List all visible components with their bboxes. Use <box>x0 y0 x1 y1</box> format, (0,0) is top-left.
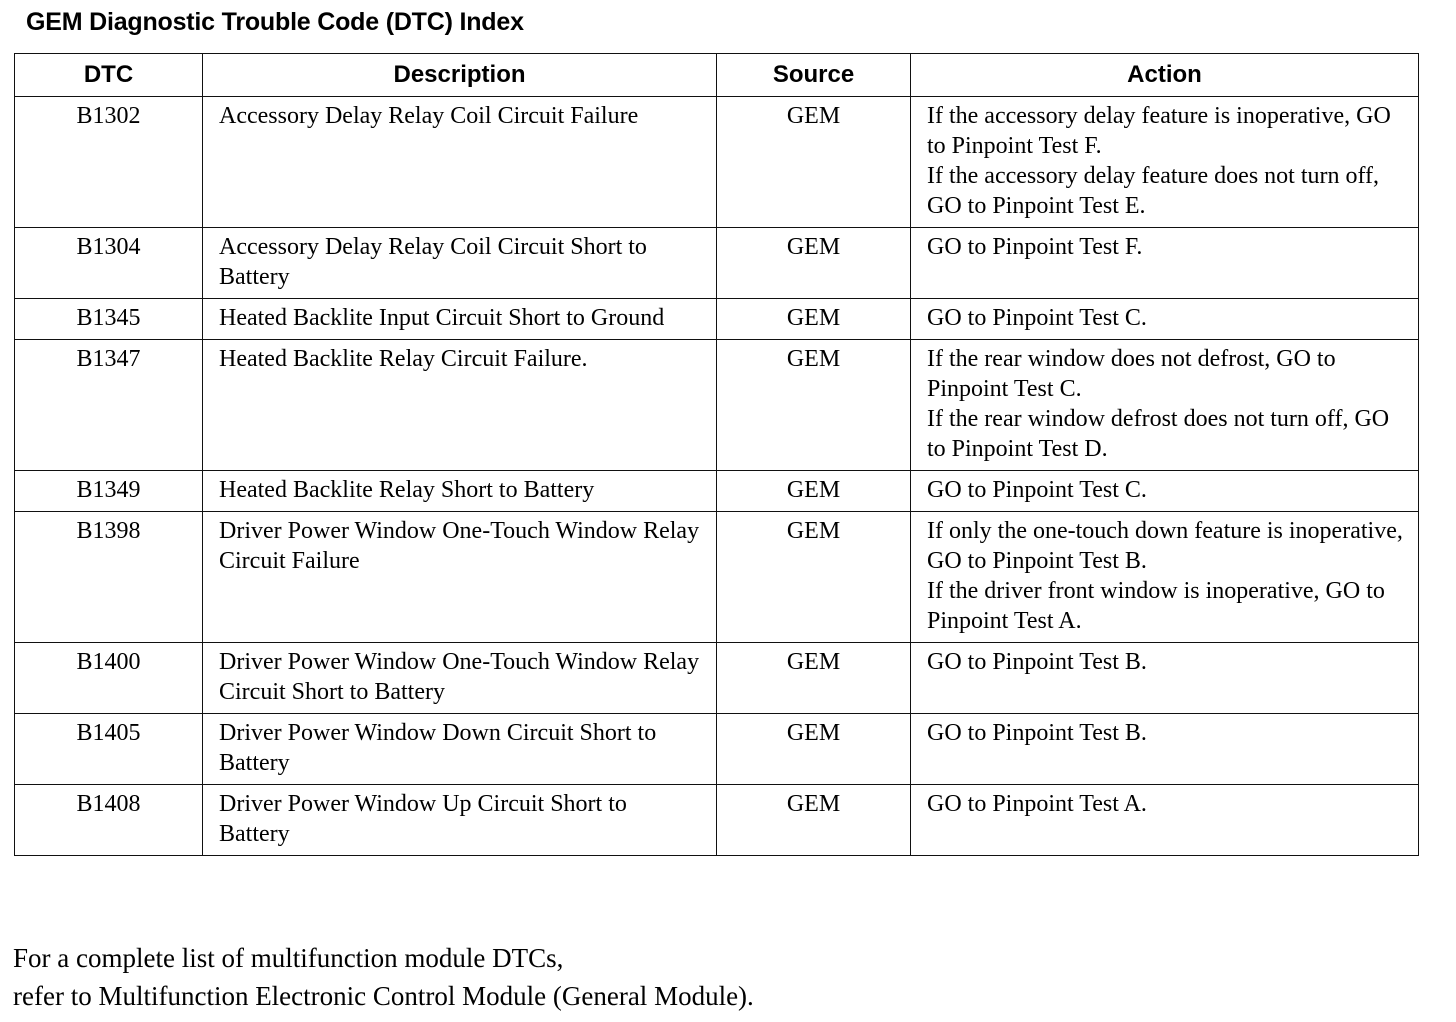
dtc-source: GEM <box>717 471 911 512</box>
dtc-code: B1398 <box>15 512 203 643</box>
table-row <box>15 643 1419 714</box>
dtc-source: GEM <box>717 785 911 856</box>
action-line: GO to Pinpoint Test C. <box>927 305 1147 331</box>
dtc-action <box>911 97 1419 228</box>
dtc-description: Accessory Delay Relay Coil Circuit Failure <box>203 97 717 228</box>
dtc-description: Driver Power Window Down Circuit Short to Battery <box>203 714 717 785</box>
table-row <box>15 512 1419 643</box>
dtc-description: Heated Backlite Relay Circuit Failure. <box>203 340 717 471</box>
dtc-action <box>911 340 1419 471</box>
dtc-code: B1345 <box>15 299 203 340</box>
dtc-source: GEM <box>717 299 911 340</box>
action-line: If the driver front window is inoperative, GO to Pinpoint Test A. <box>927 578 1385 634</box>
dtc-description: Driver Power Window One-Touch Window Relay Circuit Short to Battery <box>203 643 717 714</box>
dtc-source: GEM <box>717 643 911 714</box>
table-row <box>15 299 1419 340</box>
action-line: If only the one-touch down feature is inoperative, GO to Pinpoint Test B. <box>927 518 1403 574</box>
dtc-action <box>911 228 1419 299</box>
dtc-source: GEM <box>717 228 911 299</box>
dtc-action <box>911 471 1419 512</box>
action-line: If the rear window does not defrost, GO to Pinpoint Test C. <box>927 346 1336 402</box>
dtc-source: GEM <box>717 340 911 471</box>
dtc-action <box>911 643 1419 714</box>
page-title: GEM Diagnostic Trouble Code (DTC) Index <box>26 8 524 36</box>
action-line: GO to Pinpoint Test A. <box>927 791 1147 817</box>
dtc-action <box>911 785 1419 856</box>
dtc-source: GEM <box>717 512 911 643</box>
table-header-row <box>15 54 1419 97</box>
table-row <box>15 340 1419 471</box>
action-line: GO to Pinpoint Test B. <box>927 649 1147 675</box>
footer-note <box>13 939 754 1015</box>
action-line: If the accessory delay feature is inoperative, GO to Pinpoint Test F. <box>927 103 1391 159</box>
dtc-code: B1405 <box>15 714 203 785</box>
column-header-dtc: DTC <box>15 54 203 97</box>
dtc-source: GEM <box>717 714 911 785</box>
module-reference: Multifunction Electronic Control Module (General Module). <box>98 981 754 1011</box>
dtc-description: Accessory Delay Relay Coil Circuit Short to Battery <box>203 228 717 299</box>
column-header-description: Description <box>203 54 717 97</box>
dtc-code: B1302 <box>15 97 203 228</box>
table-row <box>15 97 1419 228</box>
dtc-action <box>911 299 1419 340</box>
dtc-description: Heated Backlite Input Circuit Short to Ground <box>203 299 717 340</box>
column-header-action: Action <box>911 54 1419 97</box>
action-line: If the rear window defrost does not turn off, GO to Pinpoint Test D. <box>927 406 1390 462</box>
dtc-code: B1347 <box>15 340 203 471</box>
footer-line-2 <box>13 977 754 1015</box>
footer-line-1: For a complete list of multifunction module DTCs, <box>13 943 564 973</box>
dtc-source: GEM <box>717 97 911 228</box>
footer-line-2-prefix: refer to <box>13 981 99 1011</box>
action-line: GO to Pinpoint Test C. <box>927 477 1147 503</box>
dtc-description: Driver Power Window Up Circuit Short to Battery <box>203 785 717 856</box>
dtc-index-table <box>14 53 1419 856</box>
table-row <box>15 714 1419 785</box>
table-body <box>15 97 1419 856</box>
dtc-description: Heated Backlite Relay Short to Battery <box>203 471 717 512</box>
dtc-code: B1408 <box>15 785 203 856</box>
dtc-action <box>911 512 1419 643</box>
action-line: If the accessory delay feature does not turn off, GO to Pinpoint Test E. <box>927 163 1380 219</box>
dtc-code: B1304 <box>15 228 203 299</box>
table-row <box>15 785 1419 856</box>
action-line: GO to Pinpoint Test F. <box>927 234 1143 260</box>
dtc-action <box>911 714 1419 785</box>
table-row <box>15 471 1419 512</box>
table-row <box>15 228 1419 299</box>
dtc-code: B1349 <box>15 471 203 512</box>
dtc-code: B1400 <box>15 643 203 714</box>
column-header-source: Source <box>717 54 911 97</box>
action-line: GO to Pinpoint Test B. <box>927 720 1147 746</box>
dtc-description: Driver Power Window One-Touch Window Relay Circuit Failure <box>203 512 717 643</box>
